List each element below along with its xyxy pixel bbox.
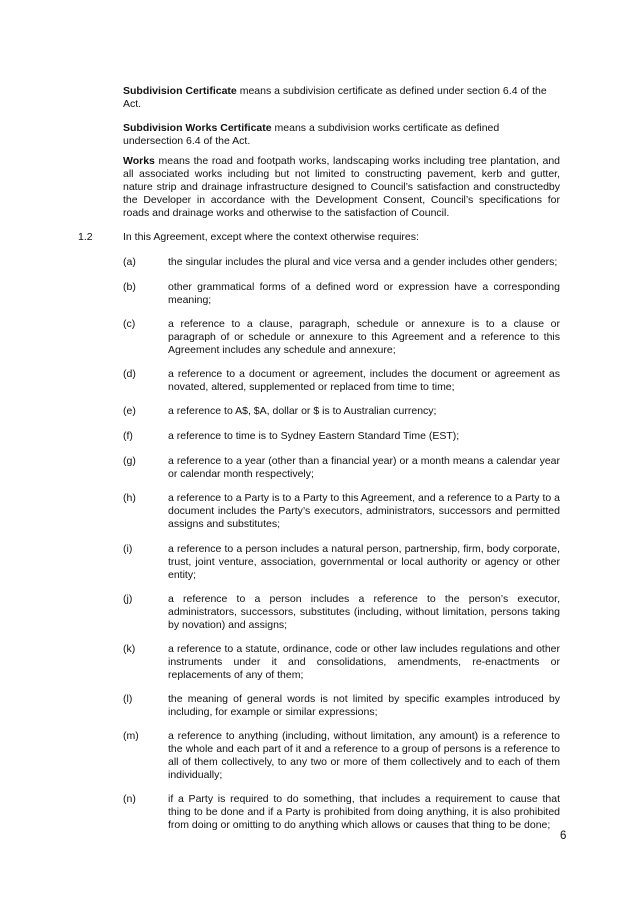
definition-subdivision-works-certificate [123, 122, 560, 148]
definition-text: means a subdivision certificate as defined under section 6.4 of the Act. [123, 85, 547, 110]
item-label: (m) [123, 730, 139, 742]
clause-intro: In this Agreement, except where the context otherwise requires: [123, 231, 419, 243]
definition-subdivision-certificate [123, 85, 560, 111]
item-text: if a Party is required to do something, that includes a requirement to cause that thing to be done and if a Party is prohibited from doing anything, it is also prohibited from doing or omitting to do anything which allows or causes that thing to be done; [168, 793, 560, 831]
item-text: a reference to a statute, ordinance, code or other law includes regulations and other instruments under it and consolidations, amendments, re-enactments or replacements of any of them; [168, 643, 560, 681]
definition-term: Works [123, 155, 155, 167]
item-text: a reference to a person includes a reference to the person’s executor, administrators, successors, substitutes (including, without limitation, persons taking by novation) and assigns; [168, 593, 560, 631]
item-text: a reference to a person includes a natural person, partnership, firm, body corporate, trust, joint venture, association, governmental or local authority or agency or other entity; [168, 543, 560, 581]
definition-text: means the road and footpath works, landscaping works including tree plantation, and all associated works including but not limited to constructing pavement, kerb and gutter, nature strip and drainage infrastructure designed to Council’s satisfaction and constructedby the Developer in accordance with the Development Consent, Council’s specifications for roads and drainage works and otherwise to the satisfaction of Council. [123, 155, 561, 219]
item-label: (d) [123, 368, 136, 380]
item-label: (e) [123, 405, 136, 417]
item-text: the meaning of general words is not limited by specific examples introduced by including, for example or similar expressions; [168, 693, 560, 718]
item-label: (g) [123, 455, 136, 467]
item-text: a reference to time is to Sydney Eastern Standard Time (EST); [168, 430, 460, 442]
item-text: a reference to a Party is to a Party to this Agreement, and a reference to a Party to a document includes the Party’s executors, administrators, successors and permitted assigns and substitutes; [168, 492, 560, 530]
definition-works [123, 155, 560, 220]
item-text: a reference to a document or agreement, includes the document or agreement as novated, altered, supplemented or replaced from time to time; [168, 368, 560, 393]
item-label: (c) [123, 318, 136, 330]
item-label: (a) [123, 256, 136, 268]
clause-number: 1.2 [78, 231, 93, 243]
item-label: (f) [123, 430, 133, 442]
item-label: (j) [123, 593, 133, 605]
item-text: a reference to a year (other than a financial year) or a month means a calendar year or calendar month respectively; [168, 455, 560, 480]
item-label: (i) [123, 543, 133, 555]
definition-text: means a subdivision works certificate as defined undersection 6.4 of the Act. [123, 122, 500, 147]
item-text: a reference to anything (including, without limitation, any amount) is a reference to the whole and each part of it and a reference to a group of persons is a reference to all of them collectively, to any two or more of them collectively and to each of them individually; [168, 730, 560, 781]
item-label: (l) [123, 693, 133, 705]
definition-term: Subdivision Works Certificate [123, 122, 272, 134]
definition-term: Subdivision Certificate [123, 85, 237, 97]
item-text: a reference to a clause, paragraph, schedule or annexure is to a clause or paragraph of or schedule or annexure to this Agreement and a reference to this Agreement includes any schedule and annexure; [168, 318, 560, 356]
page-number: 6 [560, 830, 567, 842]
item-label: (n) [123, 793, 136, 805]
item-text: a reference to A$, $A, dollar or $ is to Australian currency; [168, 405, 437, 417]
item-label: (h) [123, 492, 136, 504]
item-label: (k) [123, 643, 136, 655]
item-label: (b) [123, 281, 136, 293]
item-text: other grammatical forms of a defined word or expression have a corresponding meaning; [168, 281, 560, 306]
item-text: the singular includes the plural and vice versa and a gender includes other genders; [168, 256, 558, 268]
